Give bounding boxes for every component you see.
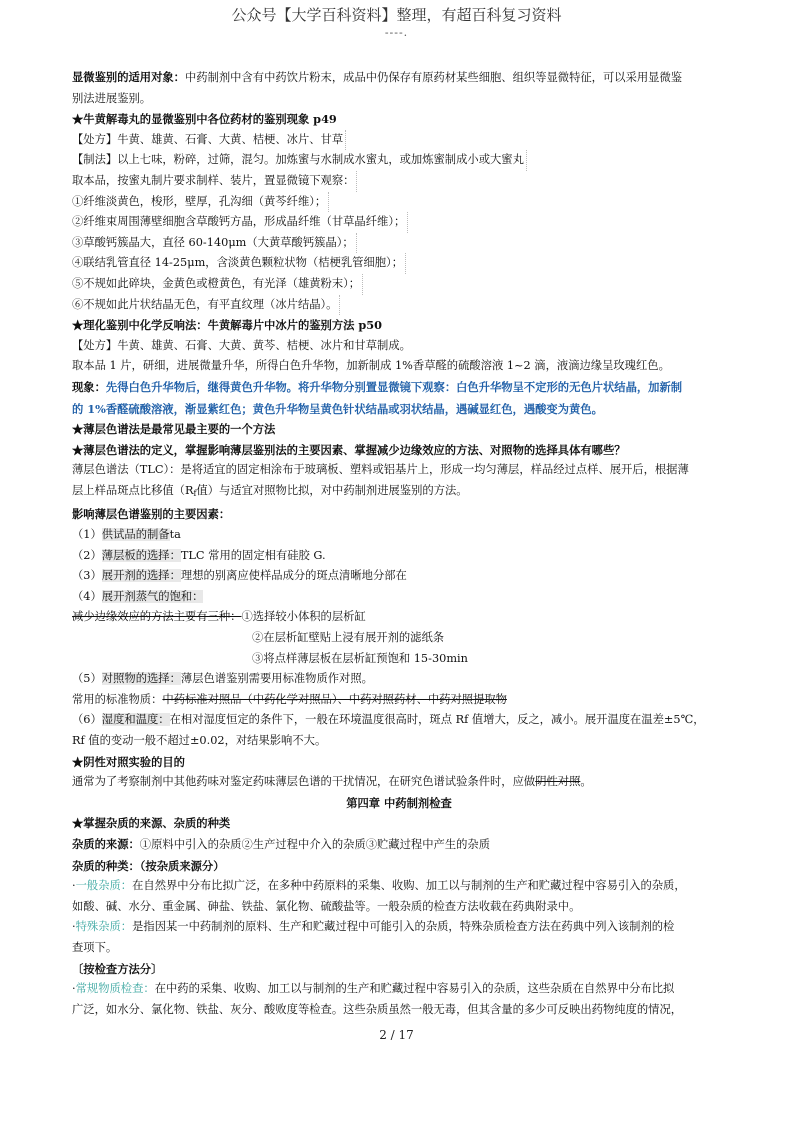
impurity-source-label: 杂质的来源： (72, 836, 140, 851)
edge-method-2: ②在层析缸壁贴上浸有展开剂的滤纸条 (252, 631, 445, 645)
factor-number: （4） (72, 589, 102, 603)
factor-1 (72, 525, 726, 546)
standard-label: 常用的标准物质： (72, 692, 163, 706)
factor-tail: ta (169, 528, 181, 542)
list-item: ①纤维淡黄色，梭形，壁厚，孔沟细（黄芩纤维）； (72, 192, 329, 213)
section-title-negative-control: ★阴性对照实验的目的 (72, 754, 185, 769)
rf-subscript: f (193, 488, 197, 498)
section-title-tlc-definition: ★薄层色谱法的定义，掌握影响薄层鉴别法的主要因素、掌握减少边缘效应的方法、对照物的选择具体有哪些？ (72, 442, 626, 457)
method-line-1: 【制法】以上七味，粉碎，过筛，混匀。加炼蜜与水制成水蜜丸，或加炼蜜制成小或大蜜丸 (72, 150, 527, 171)
factor-number: （2） (72, 548, 102, 562)
section-title-niuhuang-microscopic: ★牛黄解毒丸的显微鉴别中各位药材的鉴别现象 p49 (72, 112, 337, 127)
factor-label: 展开剂蒸气的饱和： (101, 589, 204, 603)
factor-number: （3） (72, 569, 102, 583)
list-item: ③草酸钙簇晶大，直径 60-140μm（大黄草酸钙簇晶）； (72, 233, 357, 254)
general-impurity (72, 876, 726, 897)
edge-effect-label: 减少边缘效应的方法主要有三种： (72, 610, 242, 624)
factor-number: （5） (72, 672, 102, 686)
factor-4 (72, 587, 726, 608)
edge-method-3: ③将点样薄层板在层析缸预饱和 15-30min (252, 651, 468, 665)
paragraph-microscopic-scope (72, 67, 726, 89)
factor-label: 湿度和温度： (101, 713, 170, 727)
bullet-icon: · (72, 982, 76, 996)
factor-text: 理想的别离应使样品成分的斑点清晰地分部在 (180, 569, 407, 583)
tlc-definition-b-part1: 层上样品斑点比移值（R (72, 483, 194, 497)
factor-3 (72, 566, 726, 587)
formula-line-2: 【处方】牛黄、雄黄、石膏、大黄、黄芩、桔梗、冰片和甘草制成。 (72, 338, 411, 352)
method-line-2: 取本品 1 片，研细，进展微量升华，所得白色升华物，加新制成 1%香草醛的硫酸溶液 1~2 滴，液滴边缘呈玫瑰红色。 (72, 359, 670, 373)
tlc-definition-a: 薄层色谱法（TLC）：是将适宜的固定相涂布于玻璃板、塑料或铝基片上，形成一均匀薄层，样品经过点样、展开后，根据薄 (72, 463, 689, 477)
factor-5 (72, 669, 726, 690)
edge-effect-methods (72, 607, 726, 628)
microscopic-scope-label: 显微鉴别的适用对象： (72, 70, 185, 84)
microscopic-scope-text-b: 别法进展鉴别。 (72, 91, 152, 105)
factor-label: 供试品的制备 (101, 528, 170, 542)
section-title-tlc-main: ★薄层色谱法是最常见最主要的一个方法 (72, 422, 276, 437)
special-impurity-text-b: 查项下。 (72, 940, 118, 954)
list-item: ④联结乳管直径 14-25μm，含淡黄色颗粒状物（桔梗乳管细胞）； (72, 253, 406, 274)
microscopic-scope-text-a: 中药制剂中含有中药饮片粉末，成品中仍保存有原药材某些细胞、组织等显微特征，可以采用显微鉴 (184, 71, 683, 84)
list-item: ②纤维束周围薄壁细胞含草酸钙方晶，形成晶纤维（甘草晶纤维）； (72, 212, 408, 233)
regular-check-label: 常规物质检查： (75, 982, 155, 996)
impurity-source-text: ①原料中引入的杂质②生产过程中介入的杂质③贮藏过程中产生的杂质 (139, 837, 491, 851)
factor-label: 展开剂的选择： (101, 569, 181, 583)
formula-line-1: 【处方】牛黄、雄黄、石膏、大黄、桔梗、冰片、甘草 (72, 130, 346, 151)
special-impurity (72, 917, 726, 938)
page-header: 公众号【大学百科资料】整理，有超百科复习资料 (231, 6, 562, 24)
negative-control-text-a: 通常为了考察制剂中其他药味对鉴定药味薄层色谱的干扰情况，在研究色谱试验条件时，应做 (72, 775, 536, 789)
special-impurity-label: 特殊杂质： (75, 920, 133, 934)
chapter-title: 第四章 中药制剂检查 (346, 795, 452, 810)
factor-text: 薄层色谱鉴别需要用标准物质作对照。 (180, 672, 373, 686)
negative-control-text (72, 772, 726, 793)
standard-text: 中药标准对照品（中药化学对照品）、中药对照药材、中药对照提取物 (162, 692, 507, 706)
tlc-definition-b-part2: 值）与适宜对照物比拟，对中药制剂进展鉴别的方法。 (196, 483, 468, 497)
header-dash: ----. (384, 26, 409, 39)
method-classification-label: 〔按检查方法分〕 (72, 961, 163, 976)
standard-substances (72, 690, 726, 711)
factor-text: 在相对湿度恒定的条件下，一般在环境温度很高时，斑点 Rf 值增大，反之，减小。展开温度在温差±5℃， (169, 713, 705, 727)
factor-2 (72, 546, 726, 567)
factor-number: （1） (72, 528, 102, 542)
document-body (72, 67, 726, 1020)
section-title-impurities: ★掌握杂质的来源、杂质的种类 (72, 816, 231, 831)
general-impurity-text-b: 如酸、碱、水分、重金属、砷盐、铁盐、氯化物、硫酸盐等。一般杂质的检查方法收载在药典附录中。 (72, 899, 581, 913)
factor-number: （6） (72, 713, 102, 727)
regular-check-text-b: 广泛，如水分、氯化物、铁盐、灰分、酸败度等检查。这些杂质虽然一般无毒，但其含量的多少可反映出药物纯度的情况， (72, 1002, 683, 1016)
list-item: ⑤不规如此碎块，金黄色或橙黄色，有光泽（雄黄粉末）； (72, 274, 363, 295)
negative-control-strike: 阴性对照 (535, 775, 581, 789)
factor-6-text-b: Rf 值的变动一般不超过±0.02，对结果影响不大。 (72, 734, 327, 747)
factor-label: 对照物的选择： (101, 672, 181, 686)
section-title-chemical-reaction: ★理化鉴别中化学反响法：牛黄解毒片中冰片的鉴别方法 p50 (72, 318, 382, 333)
tlc-definition-b (72, 481, 726, 505)
page-number: 2 / 17 (379, 1028, 414, 1042)
observe-intro: 取本品，按蜜丸制片要求制样、装片，置显微镜下观察： (72, 171, 357, 192)
special-impurity-text-a: 是指因某一中药制剂的原料、生产和贮藏过程中可能引入的杂质，特殊杂质检查方法在药典中列入该制剂的检 (132, 920, 675, 934)
regular-check (72, 979, 726, 1000)
factor-6 (72, 710, 726, 731)
factor-label: 薄层板的选择： (101, 548, 181, 562)
edge-method-1: ①选择较小体积的层析缸 (241, 610, 366, 624)
observation-label: 现象： (72, 379, 106, 394)
observation-text-a: 先得白色升华物后，继得黄色升华物。将升华物分别置显微镜下观察：白色升华物呈不定形的无色片状结晶，加新制 (105, 379, 683, 394)
bullet-icon: · (72, 920, 76, 934)
impurity-sources (72, 834, 726, 856)
bullet-icon: · (72, 879, 76, 893)
observation-text-b: 的 1%香醛硫酸溶液，渐显紫红色；黄色升华物呈黄色针状结晶或羽状结晶，遇碱显红色，遇酸变为黄色。 (72, 401, 603, 416)
negative-control-end: 。 (580, 775, 592, 789)
regular-check-text-a: 在中药的采集、收购、加工以与制剂的生产和贮藏过程中容易引入的杂质，这些杂质在自然界中分布比拟 (154, 982, 675, 996)
factors-title: 影响薄层色谱鉴别的主要因素： (72, 507, 231, 522)
impurity-kind-label: 杂质的种类：（按杂质来源分） (72, 858, 225, 873)
general-impurity-text-a: 在自然界中分布比拟广泛，在多种中药原料的采集、收购、加工以与制剂的生产和贮藏过程中容易引入的杂质， (132, 879, 686, 893)
factor-text: TLC 常用的固定相有硅胶 G. (180, 548, 326, 562)
general-impurity-label: 一般杂质： (75, 879, 133, 893)
list-item: ⑥不规如此片状结晶无色，有平直纹理（冰片结晶）。 (72, 295, 340, 316)
